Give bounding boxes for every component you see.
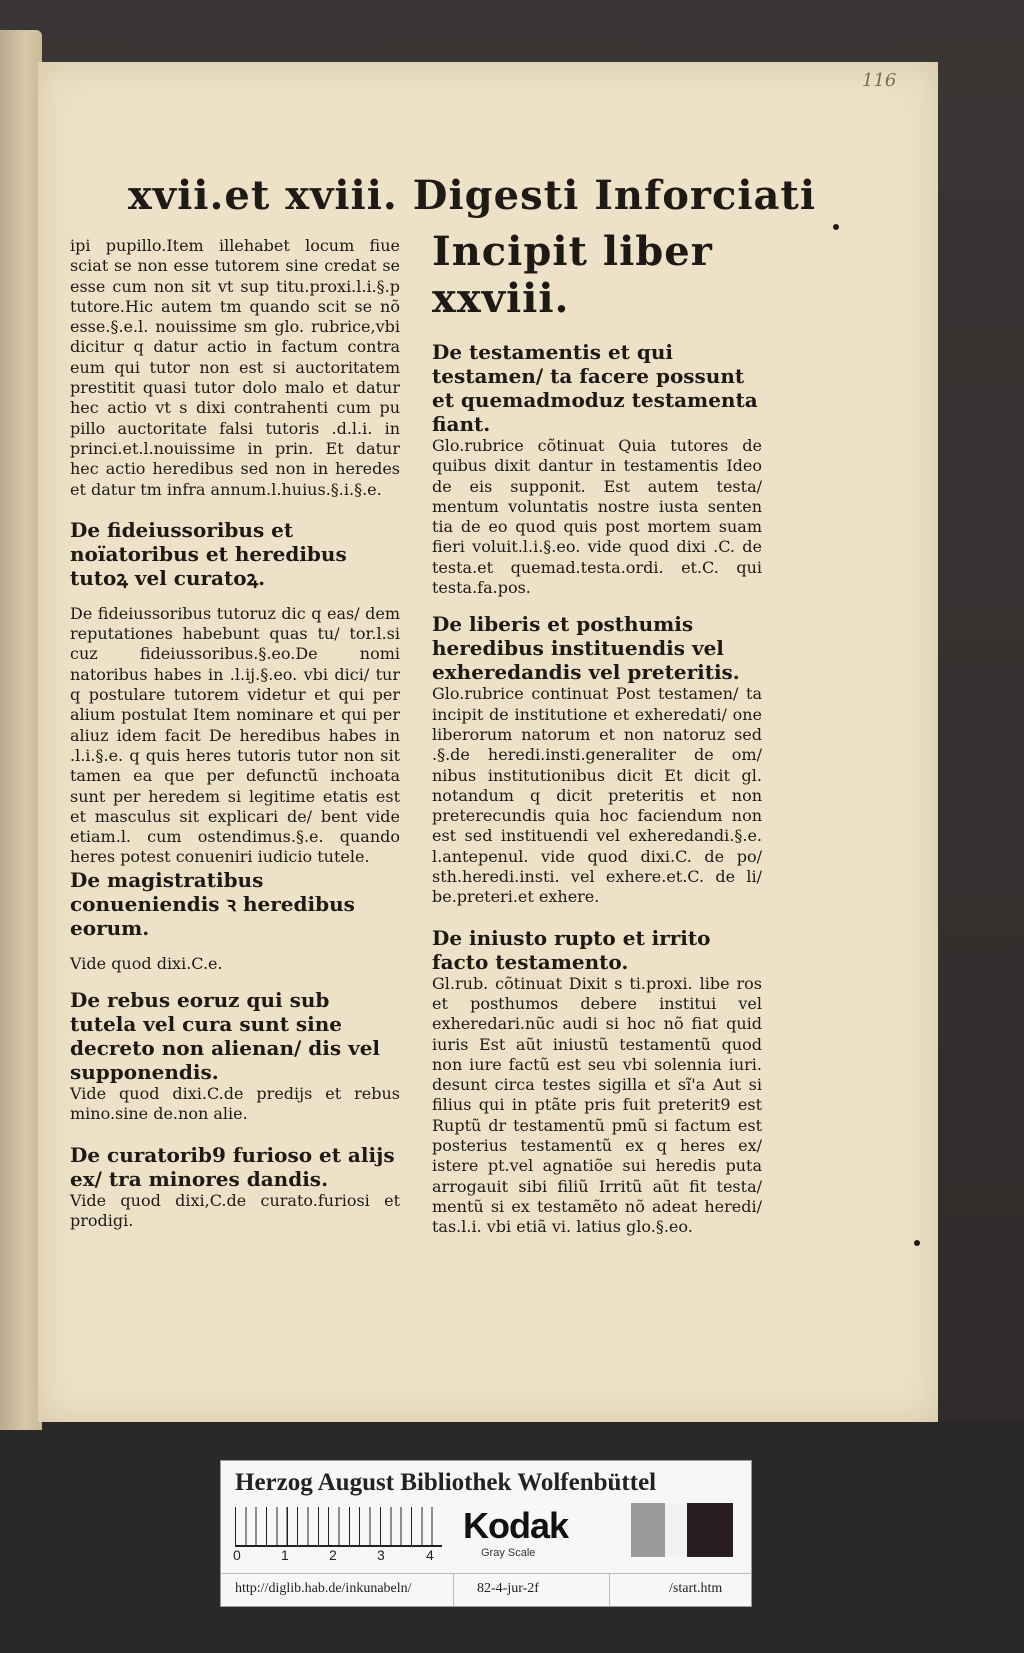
left-column [70, 236, 400, 1231]
ruler-label: 0 [233, 1547, 241, 1563]
card-footer [221, 1573, 751, 1606]
gray-swatch-light [665, 1503, 687, 1557]
divider [609, 1574, 610, 1606]
folio-number: 116 [862, 70, 897, 91]
left-heading-curatoribus: De curatorib9 furioso et alijs ex/ tra minores dandis. [70, 1142, 395, 1191]
library-scale-card [220, 1460, 752, 1607]
left-paragraph-3: Vide quod dixi.C.e. [70, 953, 223, 973]
url-text: http://diglib.hab.de/inkunabeln/ [235, 1581, 412, 1596]
margin-mark [914, 1240, 920, 1246]
left-paragraph-5: Vide quod dixi,C.de curato.furiosi et prodigi. [70, 1190, 400, 1230]
ruler-labels [233, 1547, 463, 1565]
ruler-label: 2 [329, 1547, 337, 1563]
book-title: Incipit liber xxviii. [432, 228, 713, 322]
right-heading-testamentis: De testamentis et qui testamen/ ta facere possunt et quemadmoduz testamenta fiant. [432, 340, 758, 436]
ruler-scale [235, 1507, 442, 1547]
url-suffix-text: /start.htm [669, 1581, 723, 1596]
shelfmark-text: 82-4-jur-2f [477, 1581, 539, 1596]
ruler-label: 4 [426, 1547, 434, 1563]
right-heading-liberis: De liberis et posthumis heredibus instituendis vel exheredandis vel preteritis. [432, 612, 740, 685]
left-paragraph-2: De fideiussoribus tutoruz dic q eas/ dem reputationes habebunt quas tu/ tor.l.si cuz fideiussoribus.§.eo.De nomi natoribus habes in .l.ij.§.eo. vbi dici/ tur q postulare tutorem videtur et qui per alium postulat Item nominare et qui per aliuz idem facit De heredibus habes in .l.i.§.e. q quis heres tutoris tutor non sit tamen ea que per defunctũ inchoata sunt per heredem si legitime etatis est et masculus sit explicari de/ bent vide etiam.l. cum ostendimus.§.e. quando heres potest conueniri iudicio tutele. [70, 603, 400, 867]
library-name: Herzog August Bibliothek Wolfenbüttel [235, 1469, 657, 1496]
left-heading-magistratibus: De magistratibus conueniendis ꝛ heredibus eorum. [70, 867, 355, 940]
left-heading-rebus: De rebus eoruz qui sub tutela vel cura sunt sine decreto non alienan/ dis vel supponendis. [70, 988, 381, 1085]
left-paragraph-4: Vide quod dixi.C.de predijs et rebus mino.sine de.non alie. [70, 1084, 400, 1124]
gray-scale-label: Gray Scale [481, 1547, 536, 1559]
ruler-label: 1 [281, 1547, 289, 1563]
left-heading-fideiussoribus: De fideiussoribus et noïatoribus et heredibus tutoꝝ vel curatoꝝ. [70, 517, 347, 590]
right-column [432, 228, 762, 1238]
right-paragraph-3: Gl.rub. cõtinuat Dixit s ti.proxi. libe ros et posthumos debere institui vel exheredari.nũc audi si hoc nõ fiat quid iuris Est aũt iniustũ testamentũ quod non iure factũ est seu vbi solennia iuri. desunt circa testes sigilla et sĩ'a Aut si filius qui in ptãte pris fuit preterit9 est Ruptũ dr testamentũ pmũ si factum est posterius testamentũ ex q heres ex/ istere pt.vel agnatiõe sui heredis puta arrogauit sibi filiũ Irritũ aũt fit testa/ mentũ si ex testamẽto nõ adeat heredi/ tas.l.i. vbi etiã vi. latius glo.§.eo. [432, 973, 762, 1237]
right-paragraph-1: Glo.rubrice cõtinuat Quia tutores de quibus dixit dantur in testamentis Ideo de eis supponit. Est autem testa/ mentum voluntatis nostre iusta senten tia de eo quod quis post mortem suam fieri voluit.l.i.§.eo. vide quod dixi .C. de testa.et quemad.testa.ordi. et.C. qui testa.fa.pos. [432, 436, 762, 598]
gray-swatch-dark [687, 1503, 733, 1557]
facing-page-edge [0, 30, 42, 1430]
divider [453, 1574, 454, 1606]
kodak-logo: Kodak [463, 1505, 569, 1546]
gray-swatch-mid [631, 1503, 665, 1557]
ruler-label: 3 [377, 1547, 385, 1563]
left-paragraph-1: ipi pupillo.Item illehabet locum fiue sciat se non esse tutorem sine credat se esse cum non sit vt sup titu.proxi.l.i.§.p tutore.Hic autem tm quando scit se nõ esse.§.e.l. nouissime sm glo. rubrice,vbi dicitur q datur actio in factum contra eum qui tutor non est si auctoritatem prestitit quasi tutor dolo malo et datur hec actio vt s dixi contrahenti cum pu pillo auctoritate falsi tutoris .d.l.i. in princi.et.l.nouissime in prin. Et datur hec actio heredibus sed non in heredes et datur tm infra annum.l.huius.§.i.§.e. [70, 236, 400, 499]
margin-mark [833, 224, 839, 230]
right-heading-iniusto: De iniusto rupto et irrito facto testamento. [432, 925, 711, 974]
right-paragraph-2: Glo.rubrice continuat Post testamen/ ta incipit de institutione et exheredati/ one liberorum natorum et non natoruz sed .§.de heredi.insti.generaliter de om/ nibus institutionibus dicit Et dicit gl. notandum q dicit preteritis et non preterecundis quia hoc faciendum non est sed instituendi vel exheredandi.§.e. l.antepenul. vide quod dixi.C. de po/ sth.heredi.insti. vel exhere.et.C. de li/ be.preteri.et exhere. [432, 684, 762, 907]
running-head: xvii.et xviii. Digesti Inforciati [128, 172, 817, 219]
